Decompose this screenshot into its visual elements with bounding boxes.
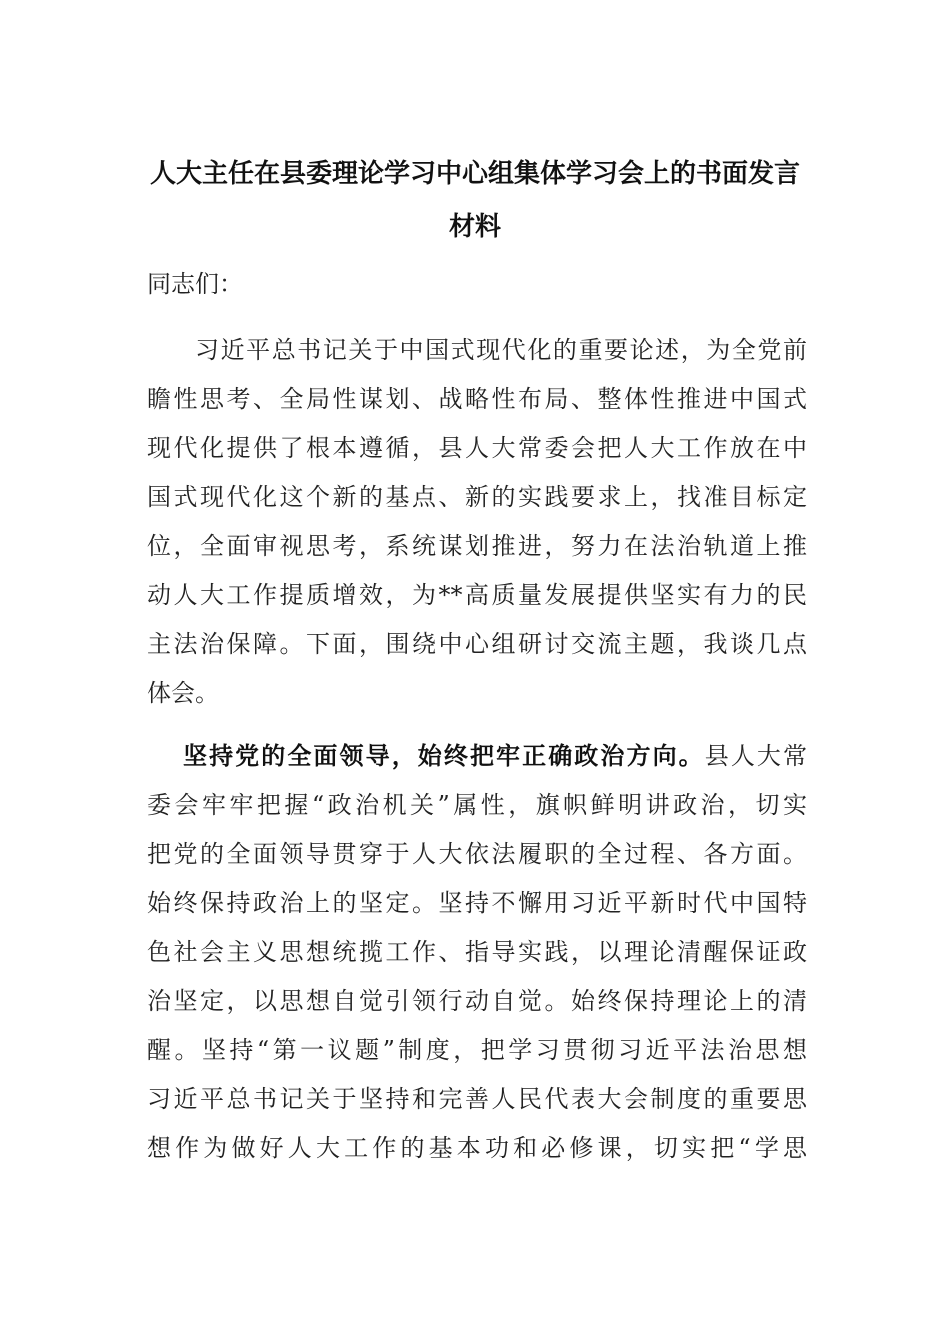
para1-line: 主法治保障。下面，围绕中心组研讨交流主题，我谈几点 <box>147 630 807 658</box>
para1-line: 体会。 <box>147 679 219 707</box>
para2-line: 始终保持政治上的坚定。坚持不懈用习近平新时代中国特 <box>147 889 807 917</box>
para2-line: 委会牢牢把握“政治机关”属性，旗帜鲜明讲政治，切实 <box>147 791 807 819</box>
para1-line: 动人大工作提质增效，为**高质量发展提供坚实有力的民 <box>147 581 807 609</box>
para2-line: 想作为做好人大工作的基本功和必修课，切实把“学思 <box>147 1134 807 1162</box>
para2-first-line-rest: 县人大常 <box>704 742 808 770</box>
salutation: 同志们： <box>147 270 243 298</box>
para2-line: 色社会主义思想统揽工作、指导实践，以理论清醒保证政 <box>147 938 807 966</box>
para1-line: 瞻性思考、全局性谋划、战略性布局、整体性推进中国式 <box>147 385 807 413</box>
para1-line: 现代化提供了根本遵循，县人大常委会把人大工作放在中 <box>147 434 807 462</box>
para2-first-line <box>183 741 807 771</box>
document-title-line-2: 材料 <box>448 212 501 242</box>
para2-line: 把党的全面领导贯穿于人大依法履职的全过程、各方面。 <box>147 840 807 868</box>
para2-lead-heading: 坚持党的全面领导，始终把牢正确政治方向。 <box>183 741 705 770</box>
para1-line: 位，全面审视思考，系统谋划推进，努力在法治轨道上推 <box>147 532 807 560</box>
para1-line: 国式现代化这个新的基点、新的实践要求上，找准目标定 <box>147 483 807 511</box>
para2-line: 治坚定，以思想自觉引领行动自觉。始终保持理论上的清 <box>147 987 807 1015</box>
para2-line: 习近平总书记关于坚持和完善人民代表大会制度的重要思 <box>147 1085 807 1113</box>
document-title-line-1: 人大主任在县委理论学习中心组集体学习会上的书面发言 <box>149 159 800 189</box>
para2-line: 醒。坚持“第一议题”制度，把学习贯彻习近平法治思想 <box>147 1036 807 1064</box>
para1-line: 习近平总书记关于中国式现代化的重要论述，为全党前 <box>195 336 807 364</box>
